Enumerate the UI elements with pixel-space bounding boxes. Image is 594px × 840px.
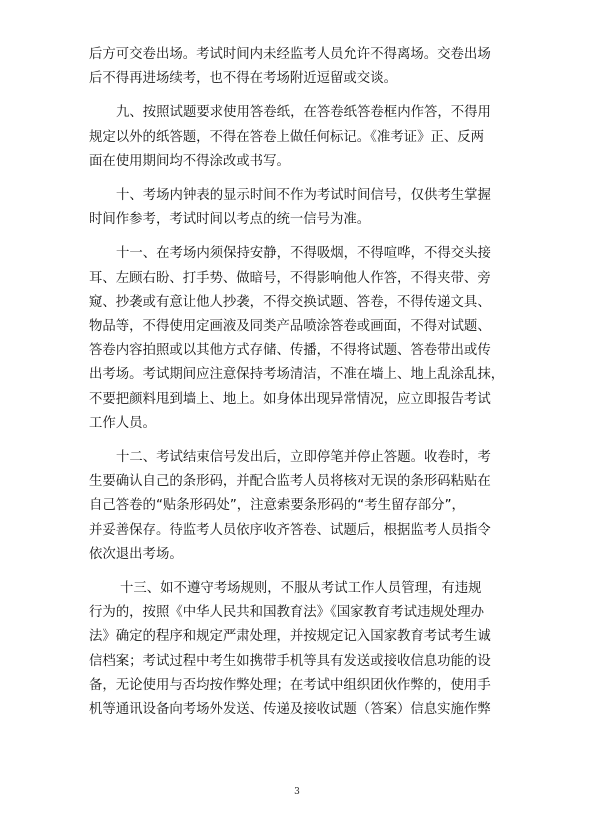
text-line: 出考场。考试期间应注意保持考场清洁，不准在墙上、地上乱涂乱抹， xyxy=(89,367,505,383)
text-line: 窥、抄袭或有意让他人抄袭，不得交换试题、答卷，不得传递文具、 xyxy=(89,294,491,310)
text-line: 后不得再进场续考，也不得在考场附近逗留或交谈。 xyxy=(89,71,397,87)
text-line: 后方可交卷出场。考试时间内未经监考人员允许不得离场。交卷出场 xyxy=(89,47,491,62)
text-line: 九、按照试题要求使用答卷纸，在答卷纸答卷框内作答，不得用 xyxy=(116,105,491,121)
paragraph-item-11 xyxy=(89,242,507,436)
paragraph-p8-continuation xyxy=(89,43,507,91)
paragraph-item-13 xyxy=(89,577,507,722)
text-line: 机等通讯设备向考场外发送、传递及接收试题（答案）信息实施作弊 xyxy=(89,702,491,718)
text-line: 十、考场内钟表的显示时间不作为考试时间信号，仅供考生掌握 xyxy=(116,188,491,204)
paragraph-item-10 xyxy=(89,184,507,232)
text-line: 并妥善保存。待监考人员依序收齐答卷、试题后，根据监考人员指令 xyxy=(89,522,491,538)
text-line: 十三、如不遵守考场规则，不服从考试工作人员管理，有违规 xyxy=(120,581,482,597)
text-line: 行为的，按照《中华人民共和国教育法》《国家教育考试违规处理办 xyxy=(89,605,485,621)
text-line: 十二、考试结束信号发出后，立即停笔并停止答题。收卷时，考 xyxy=(116,450,491,466)
text-line: 信档案；考试过程中考生如携带手机等具有发送或接收信息功能的设 xyxy=(89,653,491,669)
text-line: 面在使用期间均不得涂改或书写。 xyxy=(89,153,290,169)
text-line: 自己答卷的“贴条形码处”，注意索要条形码的“考生留存部分”， xyxy=(89,498,465,514)
paragraph-item-9 xyxy=(89,101,507,174)
text-line: 物品等，不得使用定画液及同类产品喷涂答卷或画面，不得对试题、 xyxy=(89,319,491,335)
text-line: 耳、左顾右盼、打手势、做暗号，不得影响他人作答，不得夹带、旁 xyxy=(89,270,491,286)
paragraph-item-12 xyxy=(89,446,507,567)
document-body xyxy=(89,43,507,722)
text-line: 十一、在考场内须保持安静，不得吸烟，不得喧哗，不得交头接 xyxy=(116,246,491,262)
text-line: 不要把颜料甩到墙上、地上。如身体出现异常情况，应立即报告考试 xyxy=(89,391,491,407)
text-line: 法》确定的程序和规定严肃处理，并按规定记入国家教育考试考生诚 xyxy=(89,629,491,645)
text-line: 时间作参考，考试时间以考点的统一信号为准。 xyxy=(89,212,371,228)
page-number: 3 xyxy=(294,787,300,797)
text-line: 生要确认自己的条形码，并配合监考人员将核对无误的条形码粘贴在 xyxy=(89,474,491,490)
text-line: 规定以外的纸答题，不得在答卷上做任何标记。《准考证》正、反两 xyxy=(89,129,485,145)
text-line: 工作人员。 xyxy=(89,415,156,431)
text-line: 答卷内容拍照或以其他方式存储、传播，不得将试题、答卷带出或传 xyxy=(89,343,491,359)
text-line: 备，无论使用与否均按作弊处理；在考试中组织团伙作弊的，使用手 xyxy=(89,677,491,693)
text-line: 依次退出考场。 xyxy=(89,546,183,562)
